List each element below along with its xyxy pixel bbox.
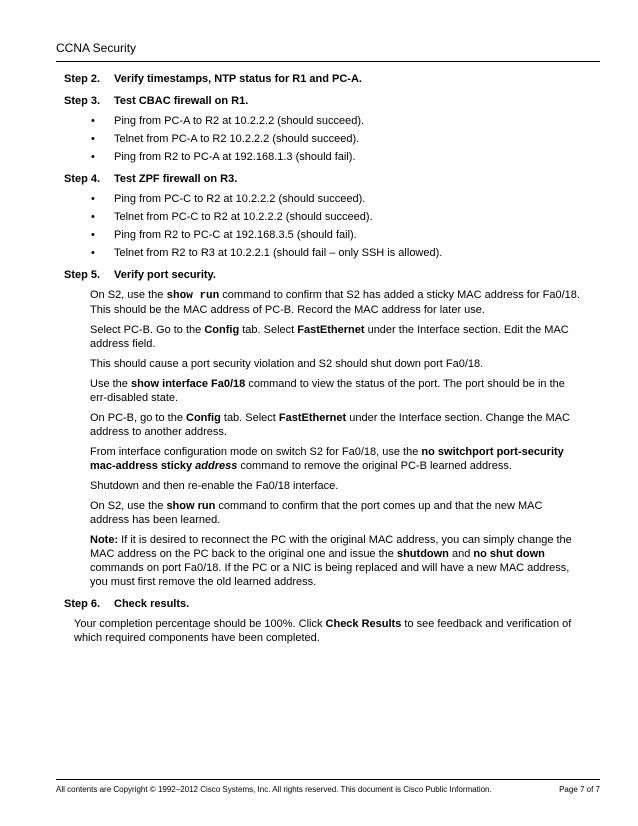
step-3 [64, 94, 584, 164]
list-item: • Ping from PC-A to R2 at 10.2.2.2 (should succeed). [91, 115, 365, 127]
paragraph: Your completion percentage should be 100%. Click Check Results to see feedback and verification of which required components have been completed. [74, 618, 572, 644]
bullet-icon: • [91, 193, 95, 205]
paragraph: On S2, use the show run command to confirm that the port comes up and that the new MAC address has been learned. [90, 500, 543, 526]
paragraph: Shutdown and then re-enable the Fa0/18 interface. [90, 480, 339, 492]
list-item: • Telnet from R2 to R3 at 10.2.2.1 (should fail – only SSH is allowed). [91, 247, 443, 259]
bullet-icon: • [91, 151, 95, 163]
paragraph: On PC-B, go to the Config tab. Select FastEthernet under the Interface section. Change the MAC address to another address. [90, 412, 570, 438]
step-title: Test ZPF firewall on R3. [114, 173, 238, 185]
paragraph: This should cause a port security violation and S2 should shut down port Fa0/18. [90, 358, 484, 370]
step-6 [64, 597, 584, 645]
bullet-icon: • [91, 211, 95, 223]
page-footer [56, 785, 600, 794]
step-number: Step 3. [64, 95, 101, 107]
step-2 [64, 72, 584, 86]
list-item: • Ping from PC-C to R2 at 10.2.2.2 (should succeed). [91, 193, 366, 205]
step-title: Verify port security. [114, 269, 216, 281]
bullet-icon: • [91, 229, 95, 241]
list-item: • Telnet from PC-C to R2 at 10.2.2.2 (should succeed). [91, 211, 373, 223]
command-text: show run [166, 290, 220, 302]
header-divider [56, 61, 600, 62]
page-header-title: CCNA Security [56, 41, 137, 55]
footer-divider [56, 779, 600, 780]
paragraph: From interface configuration mode on switch S2 for Fa0/18, use the no switchport port-security mac-address sticky address command to remove the original PC-B learned address. [90, 446, 564, 472]
bullet-list [64, 192, 584, 260]
step-title: Check results. [114, 598, 190, 610]
list-item: • Ping from R2 to PC-C at 192.168.3.5 (should fail). [91, 229, 357, 241]
paragraph: Select PC-B. Go to the Config tab. Select FastEthernet under the Interface section. Edit the MAC address field. [90, 324, 569, 350]
paragraph: Use the show interface Fa0/18 command to view the status of the port. The port should be in the err-disabled state. [90, 378, 565, 404]
bullet-icon: • [91, 247, 95, 259]
document-body [64, 72, 584, 653]
step-5 [64, 268, 584, 589]
paragraph: On S2, use the show run command to confirm that S2 has added a sticky MAC address for Fa0/18. This should be the MAC address of PC-B. Record the MAC address for later use. [90, 289, 580, 316]
page-number: Page 7 of 7 [559, 785, 600, 794]
note-paragraph: Note: If it is desired to reconnect the PC with the original MAC address, you can simply change the MAC address on the PC back to the original one and issue the shutdown and no shut down commands on port Fa0/18. If the PC or a NIC is being replaced and will have a new MAC address, you must first remove the old learned address. [90, 534, 572, 588]
bullet-list [64, 114, 584, 164]
bullet-icon: • [91, 115, 95, 127]
bullet-icon: • [91, 133, 95, 145]
step-title: Verify timestamps, NTP status for R1 and PC-A. [114, 73, 362, 85]
copyright-text: All contents are Copyright © 1992–2012 Cisco Systems, Inc. All rights reserved. This document is Cisco Public Information. [56, 785, 492, 794]
list-item: • Ping from R2 to PC-A at 192.168.1.3 (should fail). [91, 151, 356, 163]
step-number: Step 5. [64, 269, 101, 281]
step-number: Step 4. [64, 173, 101, 185]
step-number: Step 2. [64, 73, 101, 85]
step-number: Step 6. [64, 598, 101, 610]
list-item: • Telnet from PC-A to R2 10.2.2.2 (should succeed). [91, 133, 360, 145]
step-4 [64, 172, 584, 260]
step-title: Test CBAC firewall on R1. [114, 95, 249, 107]
